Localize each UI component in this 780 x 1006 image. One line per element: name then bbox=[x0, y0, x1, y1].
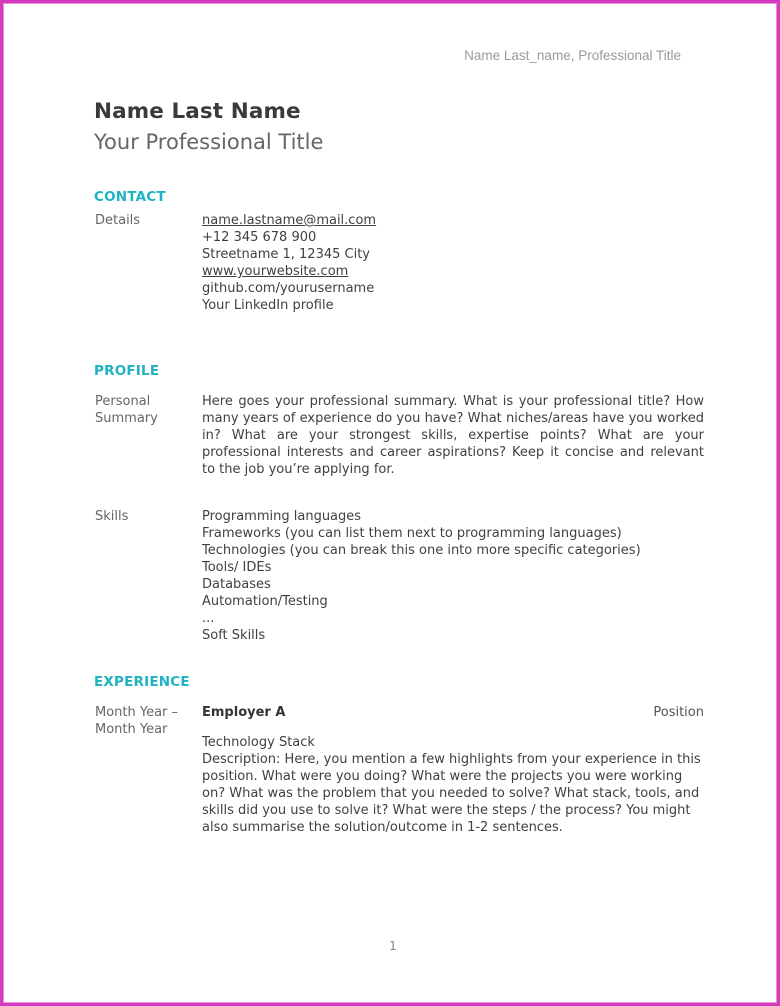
experience-dates bbox=[95, 704, 178, 738]
phone-number: +12 345 678 900 bbox=[202, 230, 317, 245]
page-number: 1 bbox=[389, 939, 397, 953]
personal-summary-label bbox=[95, 393, 158, 427]
skills-list bbox=[202, 508, 704, 644]
employer-row bbox=[202, 704, 704, 721]
skill-item: Tools/ IDEs bbox=[202, 560, 272, 575]
linkedin-profile: Your LinkedIn profile bbox=[202, 298, 334, 313]
skills-label: Skills bbox=[95, 509, 129, 524]
candidate-name: Name Last Name bbox=[94, 99, 301, 124]
date-end: Month Year bbox=[95, 722, 168, 737]
skill-item: Databases bbox=[202, 577, 271, 592]
address: Streetname 1, 12345 City bbox=[202, 247, 371, 262]
contact-heading: CONTACT bbox=[94, 189, 166, 205]
details-label: Details bbox=[95, 213, 141, 228]
skill-item: Technologies (you can break this one into more specific categories) bbox=[202, 543, 641, 558]
email-link[interactable]: name.lastname@mail.com bbox=[202, 213, 377, 228]
summary-label-line-1: Personal bbox=[95, 394, 151, 409]
running-header: Name Last_name, Professional Title bbox=[464, 48, 681, 63]
date-start: Month Year – bbox=[95, 705, 179, 720]
github-handle: github.com/yourusername bbox=[202, 281, 375, 296]
skill-item: ... bbox=[202, 611, 215, 626]
experience-heading: EXPERIENCE bbox=[94, 674, 190, 690]
skill-item: Programming languages bbox=[202, 509, 362, 524]
position-title: Position bbox=[653, 705, 704, 720]
skill-item: Frameworks (you can list them next to programming languages) bbox=[202, 526, 622, 541]
technology-stack: Technology Stack bbox=[202, 735, 315, 750]
experience-description: Description: Here, you mention a few highlights from your experience in this position. What were you doing? What were the projects you were working on? What was the problem that you needed to solve? What stack, tools, and skills did you use to solve it? What were the steps / the process? You might also summarise the solution/outcome in 1-2 sentences. bbox=[202, 752, 701, 835]
skill-item: Automation/Testing bbox=[202, 594, 328, 609]
summary-label-line-2: Summary bbox=[95, 411, 158, 426]
profile-heading: PROFILE bbox=[94, 363, 160, 379]
experience-details bbox=[202, 734, 704, 836]
website-link[interactable]: www.yourwebsite.com bbox=[202, 264, 349, 279]
professional-title: Your Professional Title bbox=[94, 130, 324, 154]
contact-details bbox=[202, 212, 704, 314]
skill-item: Soft Skills bbox=[202, 628, 266, 643]
personal-summary-text: Here goes your professional summary. What is your professional title? How many years of experience do you have? What niches/areas have you worked in? What are your strongest skills, expertise points? What are your professional interests and career aspirations? Keep it concise and relevant to the job you’re applying for. bbox=[202, 394, 704, 477]
employer-name: Employer A bbox=[202, 705, 286, 720]
